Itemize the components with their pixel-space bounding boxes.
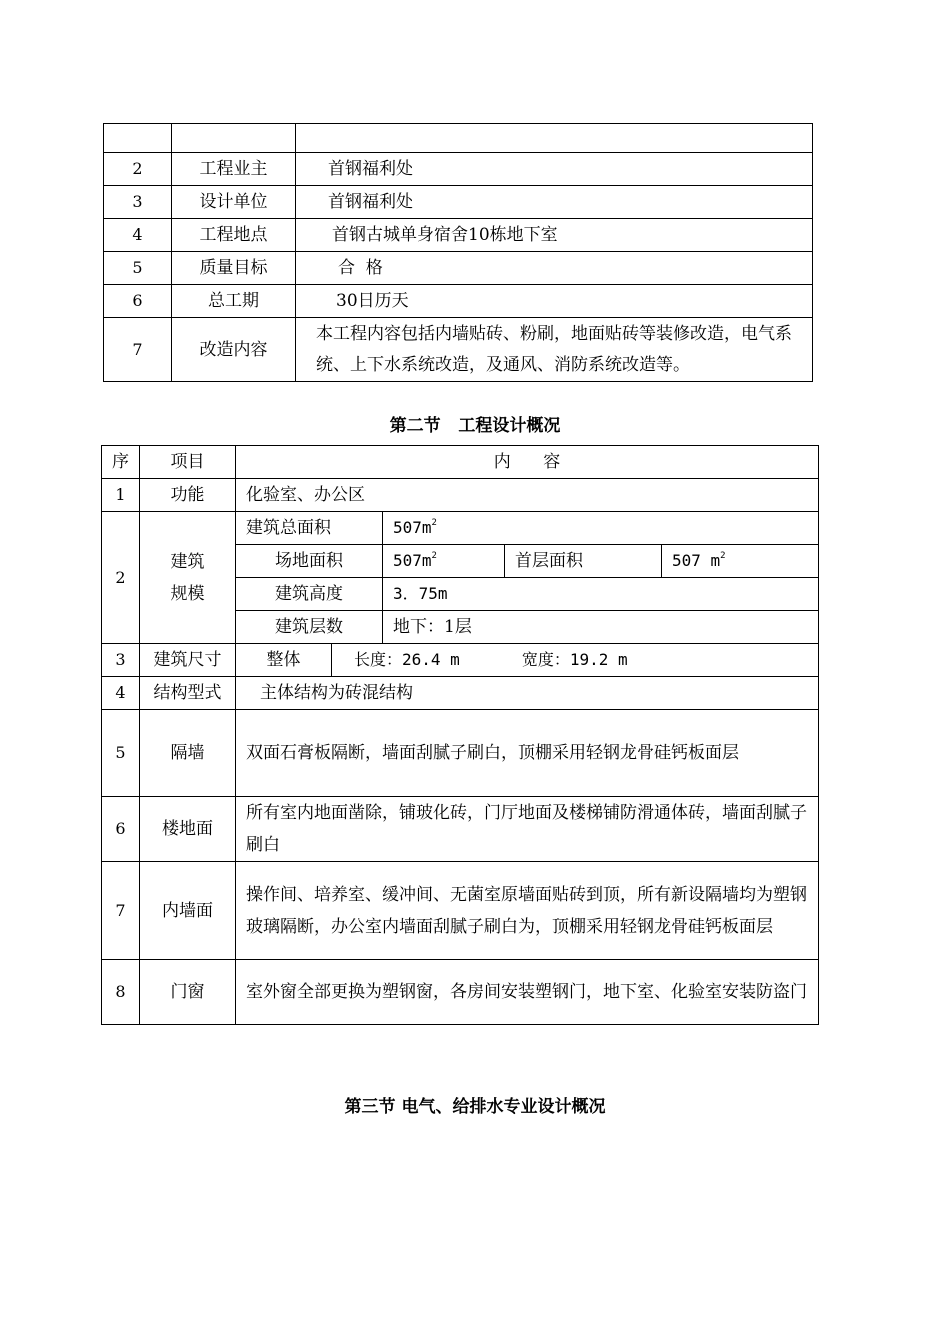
row-content: 室外窗全部更换为塑钢窗，各房间安装塑钢门，地下室、化验室安装防盗门 (236, 960, 819, 1025)
table-row (102, 677, 819, 710)
row-item: 隔墙 (140, 710, 236, 797)
row-number: 2 (102, 512, 140, 644)
row-number (104, 124, 172, 153)
row-number: 5 (104, 252, 172, 285)
row-number: 5 (102, 710, 140, 797)
row-value: 首钢福利处 (296, 186, 813, 219)
row-content: 主体结构为砖混结构 (236, 677, 819, 710)
row-label: 总工期 (172, 285, 296, 318)
row-value: 本工程内容包括内墙贴砖、粉刷，地面贴砖等装修改造，电气系统、上下水系统改造，及通风、消防系统改造等。 (296, 318, 813, 382)
row-number: 6 (104, 285, 172, 318)
row-value: 合 格 (296, 252, 813, 285)
row-item-line2: 规模 (170, 583, 205, 604)
table-row (104, 318, 813, 382)
dimension-scope: 整体 (236, 644, 332, 677)
row-label: 设计单位 (172, 186, 296, 219)
row-value (296, 124, 813, 153)
table-row (104, 252, 813, 285)
header-content: 内 容 (236, 446, 819, 479)
height-value: 3．75m (383, 578, 819, 611)
table-row (102, 512, 819, 545)
table-row (102, 862, 819, 960)
total-area-value: $507m^2$ (383, 512, 819, 545)
first-floor-value: 507 $m^2$ (662, 545, 819, 578)
first-floor-label: 首层面积 (505, 545, 662, 578)
row-value: 首钢福利处 (296, 153, 813, 186)
table-row (104, 219, 813, 252)
table-row (104, 186, 813, 219)
project-info-table (103, 123, 813, 382)
row-item: 门窗 (140, 960, 236, 1025)
row-number: 4 (102, 677, 140, 710)
row-label: 质量目标 (172, 252, 296, 285)
table-row (102, 797, 819, 862)
row-number: 1 (102, 479, 140, 512)
row-item: 功能 (140, 479, 236, 512)
row-item: 内墙面 (140, 862, 236, 960)
row-number: 4 (104, 219, 172, 252)
table-row (104, 285, 813, 318)
section-heading-3: 第三节 电气、给排水专业设计概况 (344, 1097, 606, 1117)
row-number: 3 (102, 644, 140, 677)
row-content: 化验室、办公区 (236, 479, 819, 512)
row-label (172, 124, 296, 153)
row-item: 建筑尺寸 (140, 644, 236, 677)
floors-label: 建筑层数 (236, 611, 383, 644)
row-value: 首钢古城单身宿舍10栋地下室 (296, 219, 813, 252)
table-row (102, 960, 819, 1025)
table-row (102, 479, 819, 512)
row-label: 改造内容 (172, 318, 296, 382)
height-label: 建筑高度 (236, 578, 383, 611)
row-content: 操作间、培养室、缓冲间、无菌室原墙面贴砖到顶，所有新设隔墙均为塑钢玻璃隔断，办公室内墙面刮腻子刷白为，顶棚采用轻钢龙骨硅钙板面层 (236, 862, 819, 960)
row-number: 3 (104, 186, 172, 219)
table-header-row (102, 446, 819, 479)
row-number: 8 (102, 960, 140, 1025)
table-row (104, 124, 813, 153)
floors-value: 地下：1层 (383, 611, 819, 644)
header-item: 项目 (140, 446, 236, 479)
table-row (104, 153, 813, 186)
row-item (140, 512, 236, 644)
row-content: 所有室内地面凿除，铺玻化砖，门厅地面及楼梯铺防滑通体砖，墙面刮腻子刷白 (236, 797, 819, 862)
site-area-value: $507m^2$ (383, 545, 505, 578)
row-label: 工程地点 (172, 219, 296, 252)
row-label: 工程业主 (172, 153, 296, 186)
row-number: 7 (104, 318, 172, 382)
table-row (102, 710, 819, 797)
row-item: 结构型式 (140, 677, 236, 710)
row-number: 7 (102, 862, 140, 960)
section-heading-2: 第二节 工程设计概况 (389, 416, 561, 436)
design-overview-table (101, 445, 819, 1025)
header-no: 序 (102, 446, 140, 479)
width-value: 宽度：19.2 m (521, 650, 628, 669)
dimension-values (332, 644, 819, 677)
row-number: 6 (102, 797, 140, 862)
total-area-label: 建筑总面积 (236, 512, 383, 545)
table-row (102, 644, 819, 677)
row-value: 30日历天 (296, 285, 813, 318)
site-area-label: 场地面积 (236, 545, 383, 578)
length-value: 长度：26.4 m (354, 650, 460, 669)
row-content: 双面石膏板隔断，墙面刮腻子刷白，顶棚采用轻钢龙骨硅钙板面层 (236, 710, 819, 797)
row-item-line1: 建筑 (170, 551, 205, 572)
row-item: 楼地面 (140, 797, 236, 862)
row-number: 2 (104, 153, 172, 186)
